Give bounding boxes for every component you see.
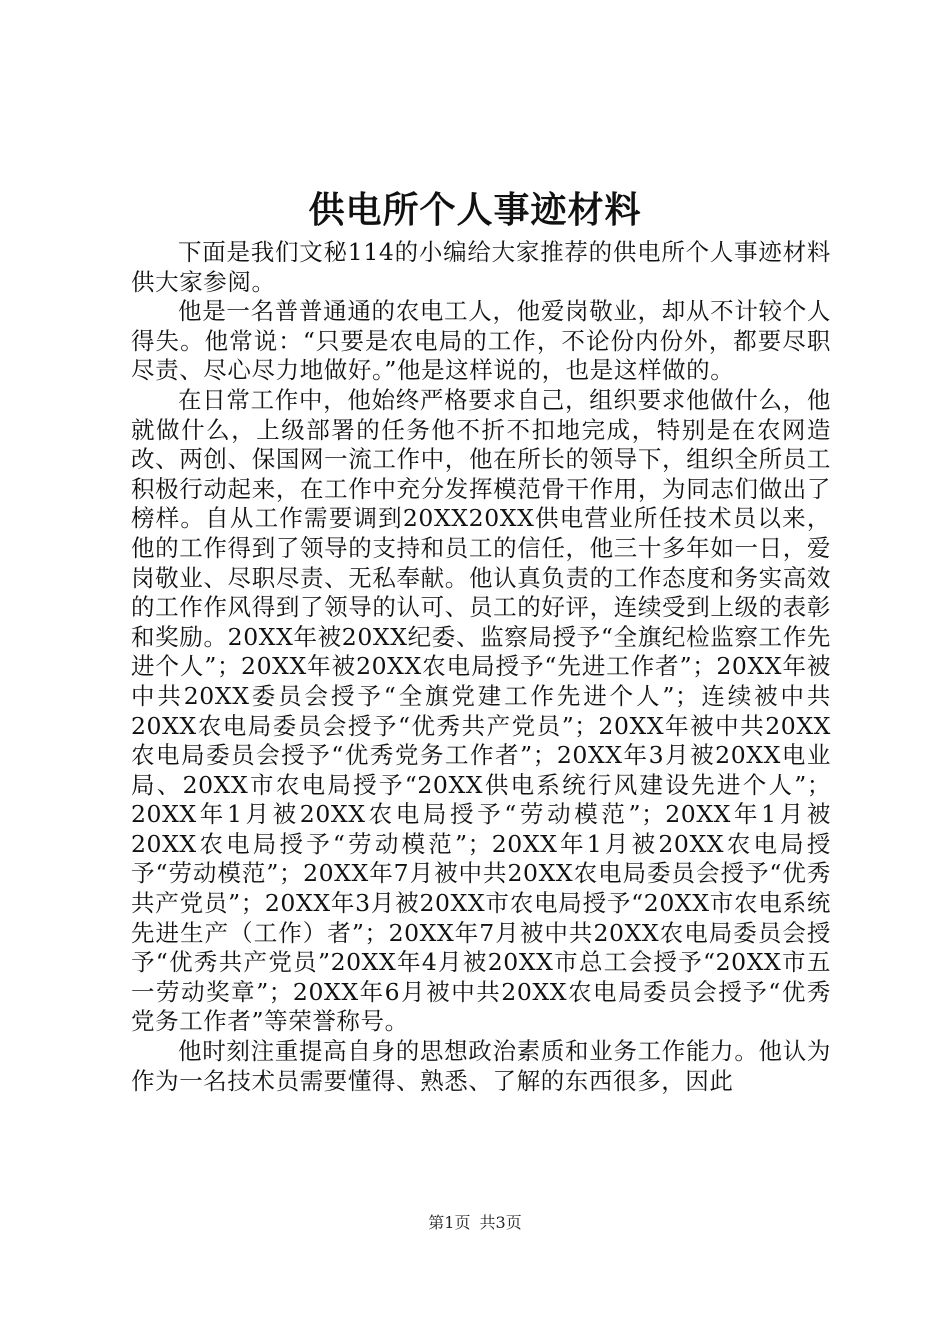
paragraph-achievements: 在日常工作中，他始终严格要求自己，组织要求他做什么，他就做什么，上级部署的任务他不折不扣地完成，特别是在农网造改、两创、保国网一流工作中，他在所长的领导下，组织全所员工积极行动起来，在工作中充分发挥模范骨干作用，为同志们做出了榜样。自从工作需要调到20XX20XX供电营业所任技术员以来，他的工作得到了领导的支持和员工的信任，他三十多年如一日，爱岗敬业、尽职尽责、无私奉献。他认真负责的工作态度和务实高效的工作作风得到了领导的认可、员工的好评，连续受到上级的表彰和奖励。20XX年被20XX纪委、监察局授予“全旗纪检监察工作先进个人”；20XX年被20XX农电局授予“先进工作者”；20XX年被中共20XX委员会授予“全旗党建工作先进个人”；连续被中共20XX农电局委员会授予“优秀共产党员”；20XX年被中共20XX农电局委员会授予“优秀党务工作者”；20XX年3月被20XX电业局、20XX市农电局授予“20XX供电系统行风建设先进个人”；20XX年1月被20XX农电局授予“劳动模范”；20XX年1月被20XX农电局授予“劳动模范”；20XX年1月被20XX农电局授予“劳动模范”；20XX年7月被中共20XX农电局委员会授予“优秀共产党员”；20XX年3月被20XX市农电局授予“20XX市农电系统先进生产（工作）者”；20XX年7月被中共20XX农电局委员会授予“优秀共产党员”20XX年4月被20XX市总工会授予“20XX市五一劳动奖章”；20XX年6月被中共20XX农电局委员会授予“优秀党务工作者”等荣誉称号。 bbox=[131, 385, 831, 1036]
document-title: 供电所个人事迹材料 bbox=[308, 189, 642, 231]
document-body bbox=[131, 238, 831, 1096]
page-footer bbox=[0, 1212, 950, 1234]
page-number: 第1页 bbox=[428, 1213, 471, 1232]
paragraph-intro: 下面是我们文秘114的小编给大家推荐的供电所个人事迹材料供大家参阅。 bbox=[131, 238, 831, 296]
paragraph-dedication: 他是一名普普通通的农电工人，他爱岗敬业，却从不计较个人得失。他常说：“只要是农电局的工作，不论份内份外，都要尽职尽责、尽心尽力地做好。”他是这样说的，也是这样做的。 bbox=[131, 297, 831, 385]
paragraph-self-improvement: 他时刻注重提高自身的思想政治素质和业务工作能力。他认为作为一名技术员需要懂得、熟悉、了解的东西很多，因此 bbox=[131, 1037, 831, 1095]
page-total: 共3页 bbox=[479, 1213, 522, 1232]
